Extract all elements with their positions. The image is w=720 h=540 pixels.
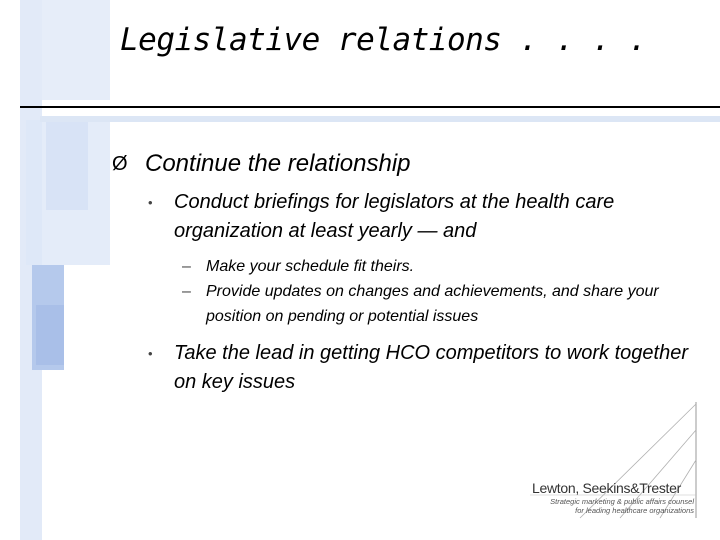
decor-square-6	[36, 305, 64, 365]
logo-tagline	[534, 497, 694, 515]
bullet-provide-updates	[180, 279, 692, 329]
bullet-text: Make your schedule fit theirs.	[206, 258, 415, 275]
bullet-continue-relationship	[112, 150, 692, 178]
bullet-schedule	[180, 254, 692, 279]
bullet-text: Provide updates on changes and achievements, and share your position on pending or potential issues	[206, 283, 659, 325]
dash-bullet-icon: –	[182, 258, 191, 275]
bullet-text: Take the lead in getting HCO competitors to work together on key issues	[174, 342, 688, 393]
dash-bullet-icon: –	[182, 283, 191, 300]
slide-title: Legislative relations . . . .	[120, 22, 647, 58]
bullet-conduct-briefings	[148, 188, 692, 246]
dot-bullet-icon: •	[148, 195, 153, 210]
logo-company-name: Lewton, Seekins&Trester	[532, 480, 681, 496]
arrow-bullet-icon: Ø	[112, 153, 128, 175]
bullet-text: Conduct briefings for legislators at the health care organization at least yearly — and	[174, 191, 615, 242]
title-divider	[20, 106, 720, 108]
company-logo	[520, 400, 698, 520]
slide-content	[112, 150, 692, 405]
bullet-take-lead	[148, 339, 692, 397]
title-divider-shadow	[40, 116, 720, 122]
dot-bullet-icon: •	[148, 346, 153, 361]
decor-square-4	[26, 120, 110, 265]
logo-tagline-line2: for leading healthcare organizations	[575, 506, 694, 515]
logo-tagline-line1: Strategic marketing & public affairs counsel	[550, 497, 694, 506]
bullet-text: Continue the relationship	[145, 150, 411, 177]
